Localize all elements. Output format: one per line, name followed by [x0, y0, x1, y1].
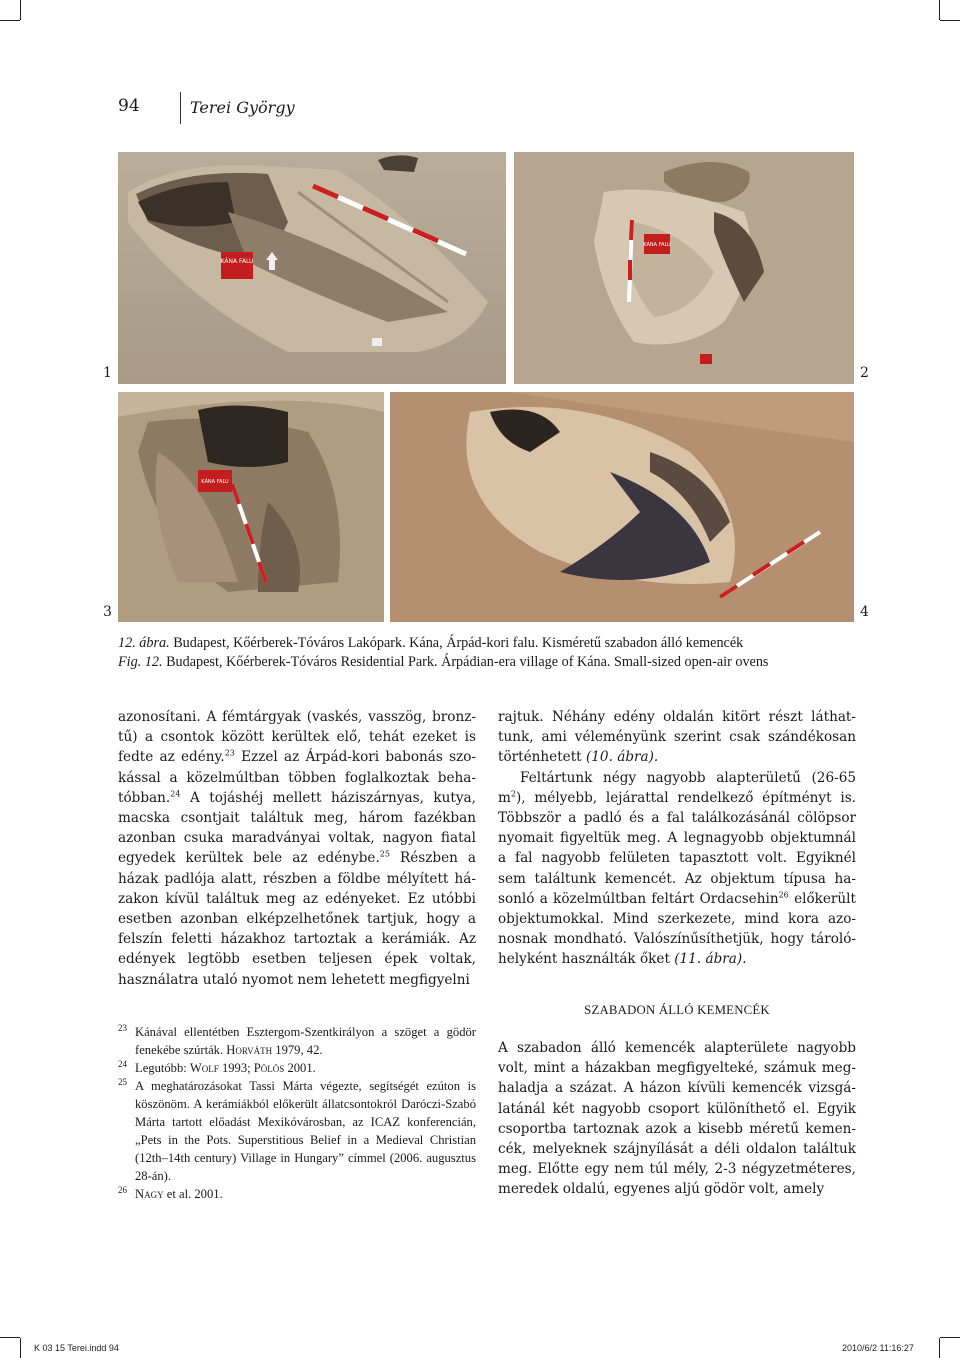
- paragraph: [118, 707, 476, 990]
- paragraph: [498, 707, 856, 768]
- footnote-23: 23 Kánával ellentétben Esztergom-Szentkirályon a szöget a gödör fenekébe szúrták. Horváth 1979, 42.: [118, 1022, 476, 1057]
- crop-mark: [939, 1338, 940, 1358]
- crop-mark: [20, 0, 21, 20]
- footnote-25: 25 A meghatározásokat Tassi Márta végezte, segítségét ezúton is köszönöm. A kerámiákból előkerült állatcsontokról Daróczi-Szabó Márta tartott előadást Mexikóvárosban, az ICAZ konferencián, „Pets in the Pots. Superstitious Belief in a Medieval Christian (12th–14th century) Village in Hungary” címmel (2006. augusztus 28-án).: [118, 1076, 476, 1183]
- photo-4: [390, 392, 854, 622]
- footnote-ref[interactable]: 26: [778, 890, 789, 900]
- text-run: Ezzel az Árpád-kori babonás szokással a közelmúltban többen foglalkoztak behatóbban.: [118, 749, 476, 806]
- superscript: 2: [510, 789, 516, 799]
- text-run: Részben a házak padlója alatt, részben a földbe mélyített házakon kívül találtuk meg az edényeket. Ez utóbbi esetben azonban elképzelhetőnek tartjuk, hogy a felszín feletti házakhoz tartoztak a kerámiák. Az edények legtöbb esetben teljesen épek voltak, használatra utaló nyomot nem lehetett megfigyelni: [118, 850, 476, 988]
- right-column-section: [498, 1038, 856, 1200]
- caption-en-label: Fig. 12.: [118, 654, 163, 670]
- caption-hu-text: Budapest, Kőérberek-Tóváros Lakópark. Kána, Árpád-kori falu. Kisméretű szabadon álló kemencék: [169, 635, 744, 651]
- sign-label: KÁNA FALU: [643, 242, 671, 248]
- footer-file-slug: K 03 15 Terei.indd 94: [34, 1343, 119, 1353]
- caption-en-text: Budapest, Kőérberek-Tóváros Residential Park. Árpádian-era village of Kána. Small-sized open-air ovens: [162, 654, 769, 670]
- crop-mark: [939, 0, 940, 20]
- page-number: 94: [118, 96, 140, 116]
- author-name: Wolf: [189, 1061, 219, 1075]
- author-name: Horváth: [226, 1043, 273, 1057]
- footnotes: [118, 1023, 476, 1203]
- photo-3: [118, 392, 384, 622]
- footnote-text: 2001.: [284, 1061, 316, 1075]
- text-run: rajtuk. Néhány edény oldalán kitört részt láthattunk, ami véleményünk szerint csak szándékosan történhetett: [498, 709, 856, 766]
- photo-2: [514, 152, 854, 384]
- footnote-ref[interactable]: 24: [170, 789, 181, 799]
- figure-label-3: 3: [103, 604, 112, 620]
- figure-ref[interactable]: (11. ábra).: [674, 951, 747, 968]
- crop-mark: [940, 1337, 960, 1338]
- footnote-text: Kánával ellentétben Esztergom-Szentkirályon a szöget a gödör fenekébe szúrták.: [135, 1025, 476, 1057]
- figure-caption: [118, 634, 858, 672]
- author-name: Nagy: [135, 1187, 164, 1201]
- author-name: Pölös: [253, 1061, 285, 1075]
- footnote-text: A meghatározásokat Tassi Márta végezte, segítségét ezúton is köszönöm. A kerámiákból előkerült állatcsontokról Daróczi-Szabó Márta tartott előadást Mexikóvárosban, az ICAZ konferencián, „Pets in the Pots. Superstitious Belief in a Medieval Christian (12th–14th century) Village in Hungary” címmel (2006. augusztus 28-án).: [135, 1079, 476, 1183]
- paragraph: A szabadon álló kemencék alapterülete nagyobb volt, mint a házakban megfigyelteké, számuk meghaladja a százat. A házon kívüli kemencék vizsgálatánál két nagyobb csoport különíthető el. Egyik csoportba tartoznak azok a kisebb méretű kemencék, melyeknek szájnyílását a déli oldalon találtuk meg. Előtte egy nem túl mély, 2-3 négyzetméteres, meredek oldalú, egyenes aljú gödör volt, amely: [498, 1040, 856, 1198]
- footnote-24: 24 Legutóbb: Wolf 1993; Pölös 2001.: [118, 1058, 316, 1075]
- figure-label-2: 2: [860, 365, 869, 381]
- right-column: [498, 707, 856, 970]
- caption-hu-label: 12. ábra.: [118, 635, 170, 651]
- footnote-text: 1979, 42.: [272, 1043, 323, 1057]
- footnote-text: Legutóbb:: [135, 1061, 190, 1075]
- crop-mark: [940, 20, 960, 21]
- left-column: [118, 707, 476, 990]
- footnote-ref[interactable]: 25: [379, 849, 390, 859]
- footnote-ref[interactable]: 23: [224, 748, 235, 758]
- footnote-26: 26 Nagy et al. 2001.: [118, 1184, 223, 1201]
- figure-label-1: 1: [103, 365, 112, 381]
- caption-hungarian: [118, 634, 858, 653]
- text-run: előkerült objektumokkal. Mind szerkezete, mind kora azonosnak mondható. Valószínűsíthetjük, hogy tárolóhelyként használták őket: [498, 890, 856, 968]
- photo-1: [118, 152, 506, 384]
- text-run: Feltártunk négy nagyobb alapterületű (26-65 m: [498, 769, 856, 806]
- figure-ref[interactable]: (10. ábra).: [585, 749, 659, 766]
- paragraph: [498, 768, 856, 970]
- sign-label: KÁNA FALU: [201, 479, 229, 485]
- footer-timestamp: 2010/6/2 11:16:27: [842, 1343, 914, 1353]
- text-run: A tojáshéj mellett háziszárnyas, kutya, macska csontjait találtuk meg, három fazékban azonban csuka maradványai voltak, nagyon fiatal egyedek kerültek bele az edénybe.: [118, 789, 476, 867]
- text-run: ), mélyebb, lejárattal rendelkező építményt is. Többször a padló és a fal találkozásánál cölöpsor nyomait figyeltük meg. A legnagyobb objektumnál a fal nagyobb felületen tapasztott volt. Egyiknél sem találtunk kemencét. Az objektum típusa hasonló a közelmúltban feltárt Ordacsehin: [498, 789, 856, 907]
- crop-mark: [20, 1338, 21, 1358]
- caption-english: [118, 653, 858, 672]
- figure-label-4: 4: [860, 604, 869, 620]
- sign-label: KÁNA FALU: [220, 258, 254, 265]
- footnote-text: et al. 2001.: [163, 1187, 223, 1201]
- header-divider: [180, 92, 181, 124]
- crop-mark: [0, 20, 20, 21]
- running-author: Terei György: [190, 98, 295, 117]
- section-heading: SZABADON ÁLLÓ KEMENCÉK: [584, 1003, 770, 1017]
- footnote-text: 1993;: [218, 1061, 254, 1075]
- text-run: azonosítani. A fémtárgyak (vaskés, vasszög, bronztű) a csontok között kerültek elő, tehát ezeket is fedte az edény.: [118, 709, 476, 766]
- crop-mark: [0, 1337, 20, 1338]
